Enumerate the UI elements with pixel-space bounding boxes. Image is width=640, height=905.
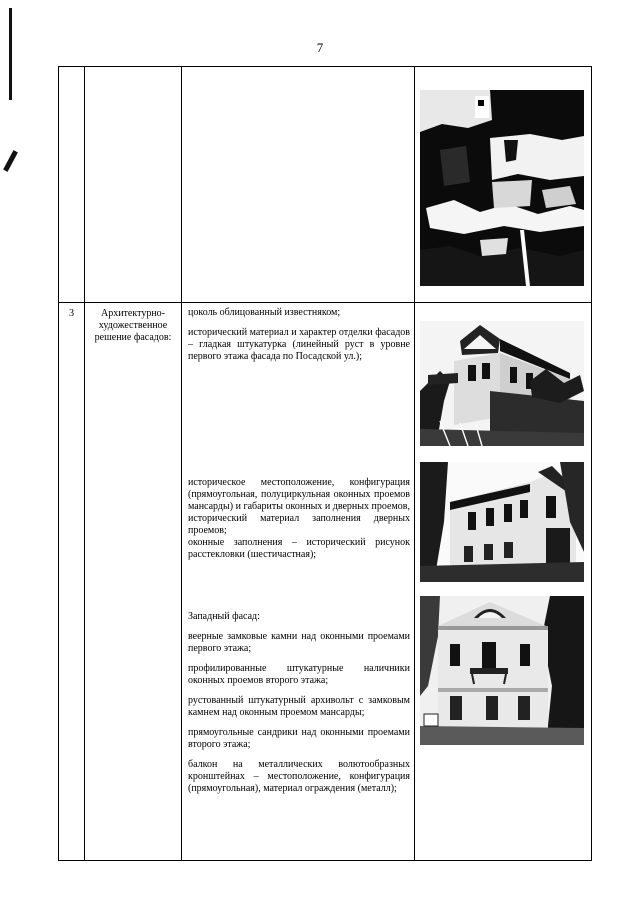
text-openings: историческое местоположение, конфигурация (прямоугольная, полуциркульная оконных проемов мансарды) и габариты оконных и дверных проемов, исторический материал заполнения дверных проемов; [188,477,410,536]
page-number: 7 [316,40,324,55]
house-corner-photo [420,321,584,446]
description-cell [182,303,415,861]
text-plinth: цоколь облицованный известняком; [188,307,341,318]
text-architraves: профилированные штукатурные наличники оконных проемов второго этажа; [188,663,410,686]
text-west-facade-heading: Западный фасад: [188,611,260,622]
cell-text-empty [182,67,415,303]
facade-detail-photo [420,90,584,286]
text-finish: исторический материал и характер отделки фасадов – гладкая штукатурка (линейный руст в уровне первого этажа фасада по Посадской ул.); [188,327,410,362]
cell-title-empty [85,67,182,303]
section-title: Архитектурно-художественное решение фасадов: [85,303,182,861]
text-keystones: веерные замковые камни над оконными проемами первого этажа; [188,631,410,654]
scan-margin-mark [3,150,18,172]
text-windows: оконные заполнения – исторический рисунок расстекловки (шестичастная); [188,537,410,560]
text-sandriks: прямоугольные сандрики над оконными проемами второго этажа; [188,727,410,750]
house-gable-photo [420,462,584,582]
text-archivolt: рустованный штукатурный архивольт с замковым камнем над оконным проемом мансарды; [188,695,410,718]
text-balcony: балкон на металлических волютообразных кронштейнах – местоположение, конфигурация (прямоугольная), материал ограждения (металл); [188,759,410,794]
cell-number-empty [59,67,85,303]
row-number: 3 [59,303,85,861]
west-facade-photo [420,596,584,745]
